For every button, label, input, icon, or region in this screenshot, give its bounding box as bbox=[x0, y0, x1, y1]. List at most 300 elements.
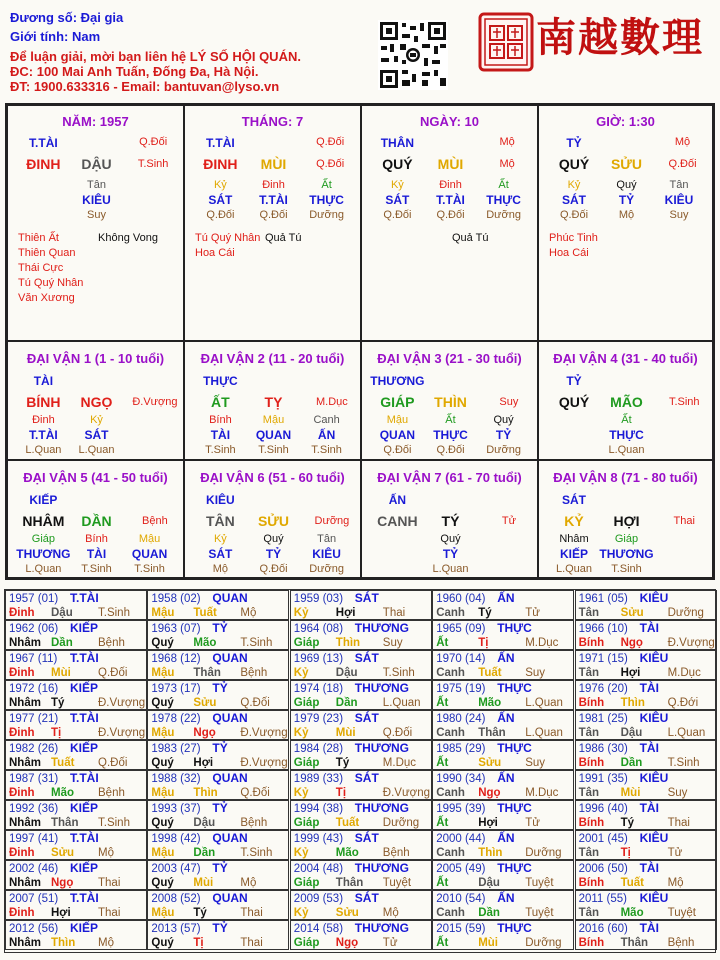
hidden-star: T.TÀI bbox=[436, 193, 465, 207]
year-stem: Nhâm bbox=[9, 817, 41, 829]
year-cell[interactable] bbox=[290, 890, 432, 920]
year-branch: Tuất bbox=[51, 757, 75, 769]
year-cell[interactable] bbox=[432, 680, 574, 710]
year-label: 2003 (47) bbox=[151, 863, 201, 875]
dai-van-star: KIẾP bbox=[29, 493, 58, 507]
year-cell[interactable] bbox=[575, 590, 717, 620]
year-cell[interactable] bbox=[432, 710, 574, 740]
year-life-stage: Bệnh bbox=[98, 637, 125, 649]
year-label: 1997 (41) bbox=[9, 833, 59, 845]
year-branch: Mão bbox=[620, 907, 644, 919]
hidden-stem: Tân bbox=[317, 533, 337, 545]
life-stage: L.Quan bbox=[25, 444, 62, 456]
hidden-star: SÁT bbox=[208, 193, 233, 207]
year-cell[interactable] bbox=[290, 800, 432, 830]
year-label: 2005 (49) bbox=[436, 863, 486, 875]
year-branch: Thân bbox=[478, 727, 506, 739]
year-cell[interactable] bbox=[290, 620, 432, 650]
year-cell[interactable] bbox=[290, 650, 432, 680]
life-stage: Dưỡng bbox=[309, 209, 344, 221]
earthly-branch: DẦN bbox=[81, 513, 112, 529]
life-stage: Q.Đối bbox=[383, 444, 412, 456]
year-cell[interactable] bbox=[290, 680, 432, 710]
year-branch: Dần bbox=[193, 847, 216, 859]
dai-van-cell bbox=[7, 460, 184, 578]
branch-star: Dưỡng bbox=[314, 515, 350, 527]
year-label: 2015 (59) bbox=[436, 923, 486, 935]
year-cell[interactable] bbox=[432, 740, 574, 770]
life-stage: Suy bbox=[87, 209, 106, 221]
year-star: SÁT bbox=[354, 831, 379, 845]
life-stage: Q.Đối bbox=[259, 563, 288, 575]
year-cell[interactable] bbox=[5, 860, 147, 890]
year-stem: Ất bbox=[436, 757, 449, 769]
year-branch: Dần bbox=[478, 907, 500, 919]
year-star: TÀI bbox=[639, 681, 659, 695]
year-branch: Ngọ bbox=[193, 727, 216, 739]
year-cell[interactable] bbox=[5, 710, 147, 740]
life-stage: T.Sinh bbox=[611, 563, 642, 575]
year-branch: Thìn bbox=[335, 637, 361, 649]
life-stage: L.Quan bbox=[555, 563, 593, 575]
year-cell[interactable] bbox=[147, 800, 289, 830]
life-stage: T.Sinh bbox=[205, 444, 236, 456]
earthly-branch: SỬU bbox=[610, 156, 643, 172]
year-life-stage: Bệnh bbox=[98, 787, 125, 799]
year-stem: Kỷ bbox=[293, 667, 309, 679]
year-stem: Kỷ bbox=[293, 607, 309, 619]
year-label: 2007 (51) bbox=[9, 893, 59, 905]
year-life-stage: M.Dục bbox=[525, 637, 559, 649]
year-branch: Thìn bbox=[478, 847, 503, 859]
star-item: Không Vong bbox=[98, 232, 158, 244]
year-cell[interactable] bbox=[5, 920, 147, 950]
year-life-stage: Thai bbox=[98, 907, 121, 919]
year-life-stage: Thai bbox=[240, 937, 263, 949]
year-branch: Mùi bbox=[335, 727, 356, 739]
year-stem: Ất bbox=[436, 817, 449, 829]
year-star: T.TÀI bbox=[70, 591, 99, 605]
year-cell[interactable] bbox=[147, 710, 289, 740]
hidden-star: KIÊU bbox=[664, 193, 694, 207]
year-cell[interactable] bbox=[432, 800, 574, 830]
year-cell[interactable] bbox=[575, 740, 717, 770]
year-star: TỶ bbox=[212, 801, 228, 815]
life-stage: Dưỡng bbox=[309, 563, 344, 575]
earthly-branch: MÙI bbox=[437, 156, 464, 172]
hidden-star: THỰC bbox=[433, 428, 468, 442]
hidden-stem: Đinh bbox=[262, 179, 285, 191]
year-label: 1975 (19) bbox=[436, 683, 486, 695]
hidden-star: SÁT bbox=[208, 547, 233, 561]
year-stem: Canh bbox=[436, 667, 465, 679]
pillar-title: NGÀY: 10 bbox=[420, 114, 479, 129]
dai-van-title: ĐẠI VẬN 1 (1 - 10 tuổi) bbox=[26, 351, 165, 366]
pillar-cell bbox=[538, 105, 713, 341]
year-life-stage: M.Dục bbox=[382, 757, 417, 769]
year-stem: Mậu bbox=[151, 907, 175, 919]
hidden-star: THƯƠNG bbox=[599, 547, 654, 561]
year-branch: Tị bbox=[193, 937, 204, 949]
year-label: 2014 (58) bbox=[293, 923, 344, 935]
pillar-right-star: Q.Đối bbox=[139, 136, 168, 148]
year-star: TÀI bbox=[639, 801, 659, 815]
hidden-stem: Ất bbox=[498, 179, 509, 191]
year-branch: Dần bbox=[51, 637, 73, 649]
pillar-stem-star: T.TÀI bbox=[206, 136, 235, 150]
year-life-stage: Bệnh bbox=[382, 847, 410, 859]
year-label: 1988 (32) bbox=[151, 773, 201, 785]
earthly-branch: SỬU bbox=[257, 513, 290, 529]
year-cell[interactable] bbox=[290, 590, 432, 620]
life-stage: Mộ bbox=[212, 563, 229, 575]
year-star: QUAN bbox=[212, 891, 248, 905]
life-stage: Suy bbox=[669, 209, 689, 221]
year-branch: Dậu bbox=[335, 667, 358, 679]
year-life-stage: Thai bbox=[240, 907, 263, 919]
year-cell[interactable] bbox=[432, 860, 574, 890]
year-life-stage: Q.Đới bbox=[667, 697, 699, 709]
year-star: T.TÀI bbox=[70, 771, 99, 785]
year-stem: Ất bbox=[436, 877, 449, 889]
year-cell[interactable] bbox=[432, 920, 574, 950]
year-stem: Nhâm bbox=[9, 697, 41, 709]
year-cell[interactable] bbox=[147, 680, 289, 710]
year-branch: Mùi bbox=[478, 937, 498, 949]
year-star: SÁT bbox=[354, 891, 379, 905]
year-star: T.TÀI bbox=[70, 651, 99, 665]
year-cell[interactable] bbox=[290, 830, 432, 860]
year-cell[interactable] bbox=[5, 740, 147, 770]
year-star: ẤN bbox=[497, 831, 515, 845]
year-cell[interactable] bbox=[5, 680, 147, 710]
year-star: THỰC bbox=[497, 621, 532, 635]
year-branch: Mùi bbox=[620, 787, 641, 799]
year-branch: Dậu bbox=[51, 607, 73, 619]
year-star: TÀI bbox=[639, 621, 659, 635]
life-stage: L.Quan bbox=[432, 563, 469, 575]
year-stem: Đinh bbox=[9, 787, 35, 799]
year-label: 2011 (55) bbox=[578, 893, 627, 905]
year-life-stage: T.Sinh bbox=[98, 817, 130, 829]
year-cell[interactable] bbox=[5, 800, 147, 830]
life-stage: Dưỡng bbox=[486, 209, 521, 221]
dai-van-star: TỶ bbox=[566, 374, 582, 388]
year-stem: Ất bbox=[436, 637, 449, 649]
year-cell[interactable] bbox=[147, 770, 289, 800]
stars-left bbox=[18, 232, 83, 307]
year-stem: Kỷ bbox=[293, 787, 309, 799]
year-branch: Thìn bbox=[193, 787, 218, 799]
pillar-right-star: Mộ bbox=[499, 136, 515, 148]
hidden-star: TỶ bbox=[495, 428, 512, 442]
year-label: 1982 (26) bbox=[9, 743, 59, 755]
phone-email[interactable]: ĐT: 1900.633316 - Email: bantuvan@lyso.vn bbox=[10, 79, 280, 94]
year-star: T.TÀI bbox=[70, 711, 99, 725]
year-cell[interactable] bbox=[575, 650, 717, 680]
year-label: 1990 (34) bbox=[436, 773, 486, 785]
year-branch: Tý bbox=[620, 817, 635, 829]
year-label: 1974 (18) bbox=[293, 683, 344, 695]
year-stem: Mậu bbox=[151, 847, 175, 859]
year-life-stage: Dưỡng bbox=[525, 847, 562, 859]
pillar-stem-star: T.TÀI bbox=[29, 136, 58, 150]
year-life-stage: Bệnh bbox=[240, 817, 268, 829]
year-star: SÁT bbox=[354, 711, 379, 725]
year-label: 1991 (35) bbox=[578, 773, 628, 785]
year-life-stage: Q.Đối bbox=[382, 727, 413, 739]
year-stem: Đinh bbox=[9, 667, 35, 679]
hidden-star: QUAN bbox=[379, 428, 416, 442]
star-item: Phúc Tinh bbox=[549, 232, 598, 244]
dai-van-title: ĐẠI VẬN 5 (41 - 50 tuổi) bbox=[23, 470, 168, 485]
year-branch: Mùi bbox=[193, 877, 214, 889]
year-branch: Mão bbox=[335, 847, 359, 859]
heavenly-stem: TÂN bbox=[206, 513, 235, 529]
year-cell[interactable] bbox=[575, 920, 717, 950]
year-cell[interactable] bbox=[290, 710, 432, 740]
heavenly-stem: NHÂM bbox=[22, 513, 65, 529]
year-stem: Quý bbox=[151, 817, 174, 829]
year-cell[interactable] bbox=[432, 830, 574, 860]
hidden-stem: Kỷ bbox=[567, 179, 581, 191]
year-branch: Hợi bbox=[478, 817, 498, 829]
header bbox=[0, 0, 720, 100]
year-cell[interactable] bbox=[5, 590, 147, 620]
pillar-title: NĂM: 1957 bbox=[62, 114, 129, 129]
year-branch: Hợi bbox=[620, 667, 641, 679]
year-branch: Tý bbox=[193, 907, 207, 919]
year-cell[interactable] bbox=[575, 620, 717, 650]
year-label: 1962 (06) bbox=[9, 623, 59, 635]
hidden-stem: Kỷ bbox=[213, 533, 227, 545]
year-life-stage: Mộ bbox=[98, 937, 114, 949]
year-branch: Ngọ bbox=[51, 877, 74, 889]
hidden-stem: Đinh bbox=[32, 414, 55, 426]
year-cell[interactable] bbox=[575, 770, 717, 800]
year-stem: Nhâm bbox=[9, 757, 41, 769]
dai-van-title: ĐẠI VẬN 8 (71 - 80 tuổi) bbox=[553, 470, 698, 485]
year-star: QUAN bbox=[212, 771, 248, 785]
year-cell[interactable] bbox=[5, 830, 147, 860]
year-label: 1981 (25) bbox=[578, 713, 628, 725]
year-branch: Tị bbox=[620, 847, 631, 859]
branch-star: M.Dục bbox=[316, 396, 348, 408]
life-stage: L.Quan bbox=[608, 444, 645, 456]
year-label: 1964 (08) bbox=[293, 623, 344, 635]
year-stem: Bính bbox=[578, 637, 605, 649]
dai-van-title: ĐẠI VẬN 3 (21 - 30 tuổi) bbox=[377, 351, 522, 366]
year-cell[interactable] bbox=[432, 590, 574, 620]
earthly-branch: MÙI bbox=[260, 156, 287, 172]
year-branch: Mão bbox=[51, 787, 74, 799]
year-star: KIÊU bbox=[639, 591, 669, 605]
year-cell[interactable] bbox=[147, 890, 289, 920]
year-label: 1960 (04) bbox=[436, 593, 486, 605]
year-stem: Giáp bbox=[293, 637, 320, 649]
year-life-stage: L.Quan bbox=[525, 727, 563, 739]
year-cell[interactable] bbox=[575, 710, 717, 740]
year-stem: Ất bbox=[436, 697, 449, 709]
year-star: THỰC bbox=[497, 801, 532, 815]
dai-van-cell bbox=[184, 341, 361, 460]
year-stem: Quý bbox=[151, 697, 174, 709]
pillar-cell bbox=[184, 105, 361, 341]
hidden-stem: Quý bbox=[263, 533, 284, 545]
year-branch: Hợi bbox=[335, 607, 356, 619]
year-cell[interactable] bbox=[147, 860, 289, 890]
year-cell[interactable] bbox=[575, 680, 717, 710]
dai-van-cell bbox=[538, 341, 713, 460]
year-stem: Canh bbox=[436, 847, 465, 859]
year-life-stage: Thai bbox=[98, 877, 121, 889]
year-branch: Dậu bbox=[620, 727, 643, 739]
year-cell[interactable] bbox=[5, 770, 147, 800]
year-stem: Quý bbox=[151, 757, 174, 769]
year-cell[interactable] bbox=[5, 650, 147, 680]
year-cell[interactable] bbox=[575, 860, 717, 890]
year-stem: Mậu bbox=[151, 667, 175, 679]
hidden-star: SÁT bbox=[84, 428, 109, 442]
year-stem: Nhâm bbox=[9, 937, 41, 949]
branch-star: Tử bbox=[501, 515, 516, 527]
year-label: 1996 (40) bbox=[578, 803, 628, 815]
hidden-stem: Kỷ bbox=[90, 414, 103, 426]
year-label: 1994 (38) bbox=[293, 803, 344, 815]
year-stem: Kỷ bbox=[293, 847, 309, 859]
year-life-stage: Tuyệt bbox=[525, 907, 554, 919]
year-stem: Kỷ bbox=[293, 907, 309, 919]
star-item: Hoa Cái bbox=[549, 247, 589, 259]
year-label: 1961 (05) bbox=[578, 593, 628, 605]
year-stem: Nhâm bbox=[9, 877, 41, 889]
year-star: TỶ bbox=[212, 921, 228, 935]
dai-van-star: TÀI bbox=[33, 374, 54, 388]
year-cell[interactable] bbox=[575, 800, 717, 830]
earthly-branch: MÃO bbox=[610, 394, 643, 410]
year-life-stage: Q.Đối bbox=[98, 757, 128, 769]
year-label: 1984 (28) bbox=[293, 743, 344, 755]
year-label: 2012 (56) bbox=[9, 923, 59, 935]
pillar-title: GIỜ: 1:30 bbox=[596, 114, 655, 129]
year-star: ẤN bbox=[497, 891, 515, 905]
year-star: KIẾP bbox=[70, 681, 99, 695]
life-stage: Mộ bbox=[618, 209, 635, 221]
year-stem: Mậu bbox=[151, 607, 175, 619]
earthly-branch: DẬU bbox=[81, 156, 112, 172]
year-stem: Canh bbox=[436, 787, 465, 799]
earthly-branch: THÌN bbox=[434, 394, 467, 410]
branch-star: Q.Đối bbox=[668, 158, 697, 170]
year-cell[interactable] bbox=[432, 770, 574, 800]
year-star: THỰC bbox=[497, 861, 532, 875]
pillar-cell bbox=[7, 105, 184, 341]
life-stage: T.Sinh bbox=[258, 444, 289, 456]
year-cell[interactable] bbox=[147, 920, 289, 950]
year-label: 1965 (09) bbox=[436, 623, 486, 635]
hidden-stem: Mậu bbox=[138, 533, 161, 545]
year-life-stage: M.Dục bbox=[525, 787, 559, 799]
year-star: SÁT bbox=[354, 771, 379, 785]
year-cell[interactable] bbox=[290, 740, 432, 770]
year-life-stage: L.Quan bbox=[667, 727, 706, 739]
year-branch: Dần bbox=[335, 697, 358, 709]
life-stage: Dưỡng bbox=[486, 444, 521, 456]
year-life-stage: Dưỡng bbox=[667, 607, 704, 619]
year-life-stage: Q.Đối bbox=[240, 787, 270, 799]
year-cell[interactable] bbox=[147, 740, 289, 770]
year-life-stage: Mộ bbox=[240, 877, 257, 889]
hidden-star: TỶ bbox=[265, 547, 282, 561]
pillar-stem-star: TỶ bbox=[566, 136, 582, 150]
year-star: T.TÀI bbox=[70, 891, 99, 905]
year-cell[interactable] bbox=[575, 890, 717, 920]
year-stem: Mậu bbox=[151, 727, 175, 739]
star-item: Thiên Ất bbox=[18, 232, 59, 244]
year-cell[interactable] bbox=[147, 830, 289, 860]
year-star: QUAN bbox=[212, 711, 248, 725]
hidden-stem: Canh bbox=[313, 414, 340, 426]
year-stem: Nhâm bbox=[9, 637, 41, 649]
year-star: KIÊU bbox=[639, 831, 669, 845]
year-cell[interactable] bbox=[5, 620, 147, 650]
year-branch: Thân bbox=[193, 667, 221, 679]
year-star: KIÊU bbox=[639, 651, 669, 665]
year-label: 2004 (48) bbox=[293, 863, 344, 875]
year-star: QUAN bbox=[212, 831, 248, 845]
year-stem: Kỷ bbox=[293, 727, 309, 739]
year-cell[interactable] bbox=[432, 650, 574, 680]
year-branch: Tuất bbox=[335, 817, 360, 829]
chart-grid bbox=[5, 103, 715, 580]
heavenly-stem: ĐINH bbox=[203, 156, 238, 172]
year-star: KIÊU bbox=[639, 771, 669, 785]
year-stem: Bính bbox=[578, 877, 605, 889]
year-cell[interactable] bbox=[290, 770, 432, 800]
year-cell[interactable] bbox=[5, 890, 147, 920]
year-life-stage: Mộ bbox=[382, 907, 399, 919]
year-label: 1968 (12) bbox=[151, 653, 201, 665]
year-cell[interactable] bbox=[290, 860, 432, 890]
life-stage: T.Sinh bbox=[81, 563, 112, 575]
year-label: 1992 (36) bbox=[9, 803, 59, 815]
year-cell[interactable] bbox=[432, 890, 574, 920]
year-label: 1976 (20) bbox=[578, 683, 628, 695]
year-life-stage: L.Quan bbox=[525, 697, 563, 709]
heavenly-stem: KỶ bbox=[564, 513, 584, 529]
year-label: 2006 (50) bbox=[578, 863, 628, 875]
year-branch: Ngọ bbox=[620, 637, 643, 649]
year-branch: Hợi bbox=[51, 907, 71, 919]
year-cell[interactable] bbox=[290, 920, 432, 950]
year-star: TÀI bbox=[639, 741, 659, 755]
year-cell[interactable] bbox=[147, 620, 289, 650]
year-cell[interactable] bbox=[432, 620, 574, 650]
year-life-stage: M.Dục bbox=[667, 667, 701, 679]
year-cell[interactable] bbox=[147, 590, 289, 620]
branch-star: T.Sinh bbox=[668, 396, 700, 408]
hidden-star: THỰC bbox=[609, 428, 644, 442]
year-star: THƯƠNG bbox=[354, 801, 409, 815]
earthly-branch: TÝ bbox=[441, 513, 460, 529]
dai-van-star: THƯƠNG bbox=[370, 374, 425, 388]
year-label: 1979 (23) bbox=[293, 713, 344, 725]
year-cell[interactable] bbox=[147, 650, 289, 680]
year-life-stage: Mộ bbox=[667, 877, 684, 889]
year-star: SÁT bbox=[354, 591, 379, 605]
year-cell[interactable] bbox=[575, 830, 717, 860]
year-label: 1985 (29) bbox=[436, 743, 486, 755]
